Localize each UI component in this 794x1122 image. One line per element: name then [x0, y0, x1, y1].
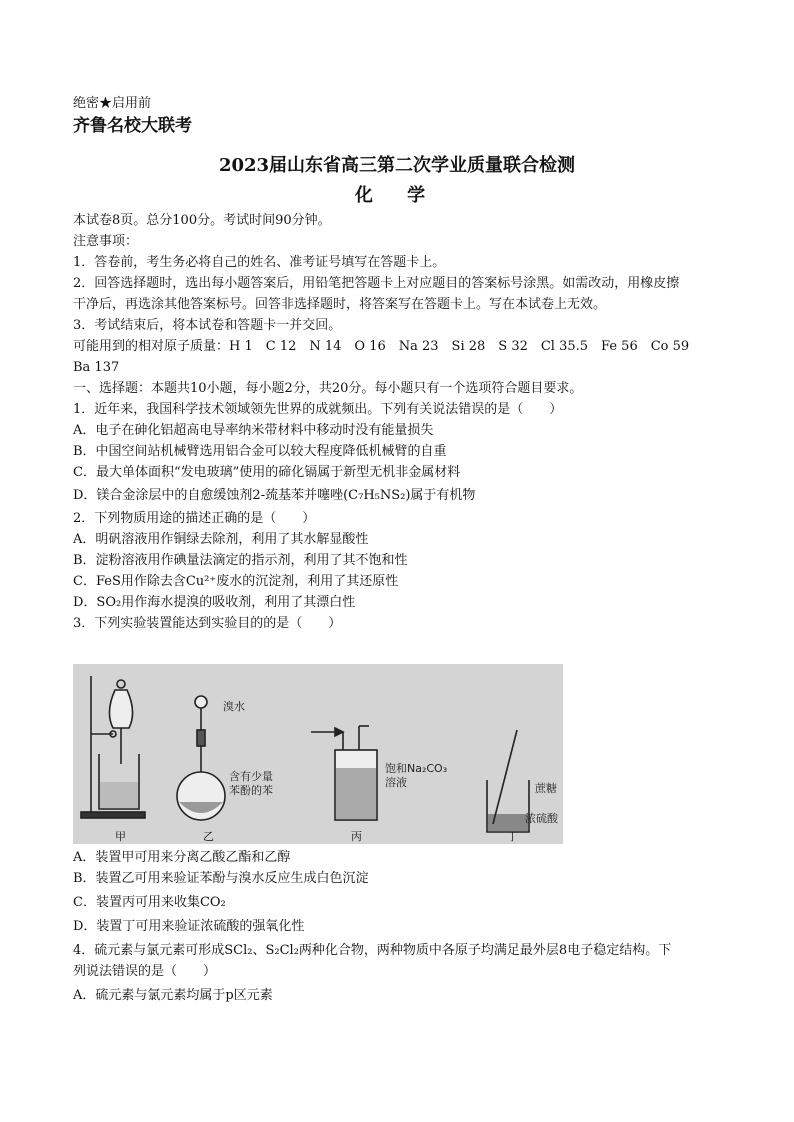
- question-2-option-c: C．FeS用作除去含Cu²⁺废水的沉淀剂，利用了其还原性: [73, 574, 399, 589]
- confidential-mark: 绝密★启用前: [73, 96, 152, 111]
- question-2-stem: 2．下列物质用途的描述正确的是（ ）: [73, 511, 316, 526]
- atomic-masses: 可能用到的相对原子质量：H 1 C 12 N 14 O 16 Na 23 Si 28 S 32 Cl 35.5 Fe 56 Co 59: [73, 339, 690, 354]
- label-phenol-benzene-2: 苯酚的苯: [229, 784, 273, 797]
- label-concentrated-sulfuric-acid: 浓硫酸: [525, 812, 558, 825]
- caption-yi: 乙: [203, 830, 214, 843]
- question-1-option-d: D．镁合金涂层中的自愈缓蚀剂2-巯基苯并噻唑(C₇H₅NS₂)属于有机物: [73, 488, 476, 503]
- question-3-options: [73, 847, 723, 1006]
- question-1-option-b: B．中国空间站机械臂选用铝合金可以较大程度降低机械臂的自重: [73, 444, 447, 459]
- notice-item-1: 1．答卷前，考生务必将自己的姓名、准考证号填写在答题卡上。: [73, 255, 446, 270]
- apparatus-yi: [177, 696, 225, 820]
- question-1-stem: 1．近年来，我国科学技术领域领先世界的成就频出。下列有关说法错误的是（ ）: [73, 402, 563, 417]
- question-3-option-c: C．装置丙可用来收集CO₂: [73, 895, 226, 910]
- question-1-option-c: C．最大单体面积“发电玻璃”使用的碲化镉属于新型无机非金属材料: [73, 465, 461, 480]
- question-2-option-a: A．明矾溶液用作铜绿去除剂，利用了其水解显酸性: [73, 532, 369, 547]
- atomic-masses-cont: Ba 137: [73, 360, 120, 375]
- apparatus-figure: [73, 664, 563, 844]
- section-heading: 一、选择题：本题共10小题，每小题2分，共20分。每小题只有一个选项符合题目要求。: [73, 381, 583, 396]
- subject-title: 化 学: [354, 185, 440, 206]
- notice-title: 注意事项：: [73, 234, 139, 249]
- label-phenol-benzene-1: 含有少量: [229, 770, 273, 783]
- caption-bing: 丙: [351, 830, 362, 843]
- question-1-option-a: A．电子在砷化铝超高电导率纳米带材料中移动时没有能量损失: [73, 423, 434, 438]
- question-3-stem: 3．下列实验装置能达到实验目的的是（ ）: [73, 616, 342, 631]
- question-3-option-a: A．装置甲可用来分离乙酸乙酯和乙醇: [73, 850, 291, 865]
- organizer-name: 齐鲁名校大联考: [73, 116, 192, 136]
- question-4-stem-a: 4．硫元素与氯元素可形成SCl₂、S₂Cl₂两种化合物，两种物质中各原子均满足最外层8电子稳定结构。下: [73, 943, 672, 958]
- question-4-stem-b: 列说法错误的是（ ）: [73, 964, 217, 979]
- label-na2co3-solution-2: 溶液: [385, 776, 407, 789]
- caption-ding: 丁: [507, 830, 518, 843]
- question-3-option-b: B．装置乙可用来验证苯酚与溴水反应生成白色沉淀: [73, 871, 369, 886]
- question-2-option-d: D．SO₂用作海水提溴的吸收剂，利用了其漂白性: [73, 595, 356, 610]
- apparatus-drawing: [73, 664, 563, 844]
- question-4-option-a: A．硫元素与氯元素均属于p区元素: [73, 988, 273, 1003]
- question-3-option-d: D．装置丁可用来验证浓硫酸的强氧化性: [73, 919, 305, 934]
- notice-item-2b: 干净后，再选涂其他答案标号。回答非选择题时，将答案写在答题卡上。写在本试卷上无效。: [73, 297, 607, 312]
- notice-item-2a: 2．回答选择题时，选出每小题答案后，用铅笔把答题卡上对应题目的答案标号涂黑。如需改动，用橡皮擦: [73, 276, 680, 291]
- caption-jia: 甲: [115, 830, 126, 843]
- exam-info: 本试卷8页。总分100分。考试时间90分钟。: [73, 213, 331, 228]
- exam-title: 2023届山东省高三第二次学业质量联合检测: [218, 155, 576, 176]
- question-2-option-b: B．淀粉溶液用作碘量法滴定的指示剂，利用了其不饱和性: [73, 553, 408, 568]
- apparatus-bing: [311, 726, 377, 820]
- apparatus-ding: [487, 730, 529, 832]
- apparatus-jia: [81, 676, 145, 818]
- label-na2co3-solution-1: 饱和Na₂CO₃: [385, 762, 448, 775]
- label-bromine-water: 溴水: [223, 700, 245, 713]
- notice-item-3: 3．考试结束后，将本试卷和答题卡一并交回。: [73, 318, 342, 333]
- label-sucrose: 蔗糖: [535, 782, 557, 795]
- instructions-block: [73, 210, 723, 634]
